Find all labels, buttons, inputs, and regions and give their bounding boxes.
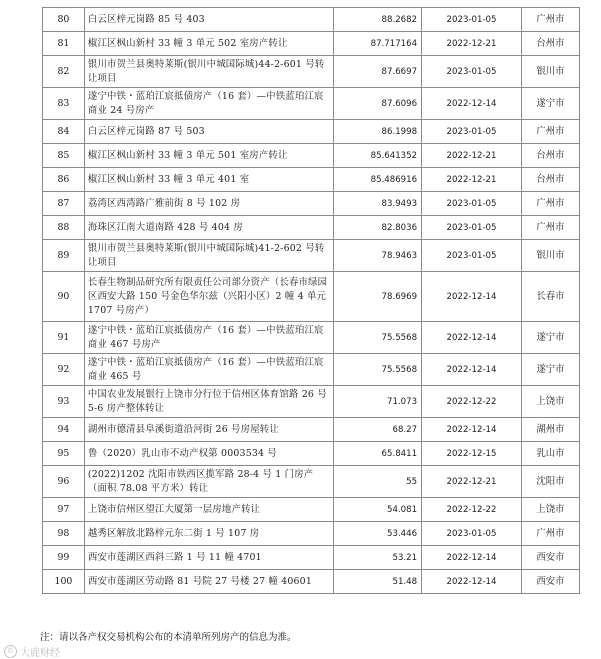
row-number: 83 bbox=[43, 88, 85, 120]
property-name: 椒江区枫山新村 33 幢 3 单元 502 室房产转让 bbox=[84, 32, 333, 56]
city-cell: 西安市 bbox=[521, 570, 579, 594]
row-number: 81 bbox=[43, 32, 85, 56]
row-number: 86 bbox=[43, 168, 85, 192]
row-number: 87 bbox=[43, 192, 85, 216]
property-name: 银川市贺兰县奥特莱斯(银川中城国际城)44-2-601 号转让项目 bbox=[84, 56, 333, 88]
table-row bbox=[43, 322, 580, 354]
date-cell: 2023-01-05 bbox=[422, 522, 522, 546]
table-row bbox=[43, 354, 580, 386]
date-cell: 2023-01-05 bbox=[422, 192, 522, 216]
table-row bbox=[43, 240, 580, 272]
property-name: 海珠区江南大道南路 428 号 404 房 bbox=[84, 216, 333, 240]
property-name: 白云区梓元岗路 87 号 503 bbox=[84, 120, 333, 144]
city-cell: 上饶市 bbox=[521, 386, 579, 418]
property-name: 荔湾区西湾路广雅前街 8 号 102 房 bbox=[84, 192, 333, 216]
row-number: 95 bbox=[43, 442, 85, 466]
city-cell: 遂宁市 bbox=[521, 88, 579, 120]
table-row bbox=[43, 466, 580, 498]
table-row bbox=[43, 120, 580, 144]
amount-cell: 85.486916 bbox=[334, 168, 422, 192]
amount-cell: 65.8411 bbox=[334, 442, 422, 466]
amount-cell: 54.081 bbox=[334, 498, 422, 522]
amount-cell: 87.717164 bbox=[334, 32, 422, 56]
amount-cell: 87.6697 bbox=[334, 56, 422, 88]
date-cell: 2023-01-05 bbox=[422, 240, 522, 272]
table-row bbox=[43, 498, 580, 522]
table-row bbox=[43, 522, 580, 546]
table-row bbox=[43, 272, 580, 322]
amount-cell: 55 bbox=[334, 466, 422, 498]
footnote: 注：请以各产权交易机构公布的本清单所列房产的信息为准。 bbox=[40, 632, 297, 643]
amount-cell: 87.6096 bbox=[334, 88, 422, 120]
property-name: 椒江区枫山新村 33 幢 3 单元 501 室房产转让 bbox=[84, 144, 333, 168]
property-name: (2022)1202 沈阳市铁西区揽军路 28-4 号 1 门房产（面积 78.08 平方米）转让 bbox=[84, 466, 333, 498]
property-name: 中国农业发展银行上饶市分行位于信州区体育馆路 26 号 5-6 房产整体转让 bbox=[84, 386, 333, 418]
table-row bbox=[43, 56, 580, 88]
date-cell: 2023-01-05 bbox=[422, 120, 522, 144]
city-cell: 西安市 bbox=[521, 546, 579, 570]
amount-cell: 53.446 bbox=[334, 522, 422, 546]
amount-cell: 88.2682 bbox=[334, 8, 422, 32]
city-cell: 上饶市 bbox=[521, 498, 579, 522]
date-cell: 2023-01-05 bbox=[422, 56, 522, 88]
city-cell: 长春市 bbox=[521, 272, 579, 322]
property-name: 湖州市德清县阜溪街道沿河街 26 号房屋转让 bbox=[84, 418, 333, 442]
date-cell: 2022-12-14 bbox=[422, 272, 522, 322]
row-number: 89 bbox=[43, 240, 85, 272]
table-row bbox=[43, 216, 580, 240]
amount-cell: 75.5568 bbox=[334, 322, 422, 354]
amount-cell: 85.641352 bbox=[334, 144, 422, 168]
date-cell: 2022-12-21 bbox=[422, 168, 522, 192]
row-number: 94 bbox=[43, 418, 85, 442]
city-cell: 广州市 bbox=[521, 216, 579, 240]
table-row bbox=[43, 88, 580, 120]
amount-cell: 51.48 bbox=[334, 570, 422, 594]
table-row bbox=[43, 32, 580, 56]
property-name: 越秀区解放北路梓元东二街 1 号 107 房 bbox=[84, 522, 333, 546]
property-table bbox=[42, 7, 580, 594]
property-name: 椒江区枫山新村 33 幢 3 单元 401 室 bbox=[84, 168, 333, 192]
date-cell: 2022-12-22 bbox=[422, 498, 522, 522]
amount-cell: 78.6969 bbox=[334, 272, 422, 322]
amount-cell: 78.9463 bbox=[334, 240, 422, 272]
table-row bbox=[43, 8, 580, 32]
property-name: 银川市贺兰县奥特莱斯(银川中城国际城)41-2-602 号转让项目 bbox=[84, 240, 333, 272]
row-number: 97 bbox=[43, 498, 85, 522]
row-number: 98 bbox=[43, 522, 85, 546]
date-cell: 2022-12-14 bbox=[422, 546, 522, 570]
table-row bbox=[43, 546, 580, 570]
row-number: 93 bbox=[43, 386, 85, 418]
property-name: 长春生物制品研究所有限责任公司部分资产（长春市绿园区西安大路 150 号金色华尔兹（兴阳小区）2 幢 4 单元 1707 号房产） bbox=[84, 272, 333, 322]
row-number: 91 bbox=[43, 322, 85, 354]
city-cell: 台州市 bbox=[521, 168, 579, 192]
row-number: 85 bbox=[43, 144, 85, 168]
date-cell: 2022-12-14 bbox=[422, 88, 522, 120]
property-name: 西安市莲湖区劳动路 81 号院 27 号楼 27 幢 40601 bbox=[84, 570, 333, 594]
city-cell: 乳山市 bbox=[521, 442, 579, 466]
city-cell: 银川市 bbox=[521, 56, 579, 88]
property-table-body bbox=[43, 8, 580, 594]
city-cell: 台州市 bbox=[521, 144, 579, 168]
city-cell: 广州市 bbox=[521, 522, 579, 546]
table-row bbox=[43, 192, 580, 216]
row-number: 96 bbox=[43, 466, 85, 498]
amount-cell: 83.9493 bbox=[334, 192, 422, 216]
table-row bbox=[43, 418, 580, 442]
amount-cell: 75.5568 bbox=[334, 354, 422, 386]
city-cell: 广州市 bbox=[521, 120, 579, 144]
property-name: 遂宁中铁・蓝珀江宸抵债房产（16 套）—中铁蓝珀江宸商业 24 号房产 bbox=[84, 88, 333, 120]
city-cell: 广州市 bbox=[521, 192, 579, 216]
date-cell: 2022-12-21 bbox=[422, 144, 522, 168]
property-name: 鲁（2020）乳山市不动产权第 0003534 号 bbox=[84, 442, 333, 466]
date-cell: 2022-12-14 bbox=[422, 418, 522, 442]
table-row bbox=[43, 386, 580, 418]
watermark bbox=[4, 644, 60, 659]
city-cell: 遂宁市 bbox=[521, 354, 579, 386]
table-row bbox=[43, 442, 580, 466]
date-cell: 2022-12-22 bbox=[422, 386, 522, 418]
property-name: 西安市莲湖区西斜三路 1 号 11 幢 4701 bbox=[84, 546, 333, 570]
table-row bbox=[43, 144, 580, 168]
amount-cell: 71.073 bbox=[334, 386, 422, 418]
city-cell: 湖州市 bbox=[521, 418, 579, 442]
city-cell: 沈阳市 bbox=[521, 466, 579, 498]
row-number: 90 bbox=[43, 272, 85, 322]
date-cell: 2022-12-15 bbox=[422, 442, 522, 466]
date-cell: 2022-12-14 bbox=[422, 570, 522, 594]
row-number: 88 bbox=[43, 216, 85, 240]
property-name: 白云区梓元岗路 85 号 403 bbox=[84, 8, 333, 32]
date-cell: 2023-01-05 bbox=[422, 8, 522, 32]
row-number: 99 bbox=[43, 546, 85, 570]
table-row bbox=[43, 570, 580, 594]
city-cell: 广州市 bbox=[521, 8, 579, 32]
row-number: 82 bbox=[43, 56, 85, 88]
date-cell: 2023-01-05 bbox=[422, 216, 522, 240]
amount-cell: 86.1998 bbox=[334, 120, 422, 144]
city-cell: 台州市 bbox=[521, 32, 579, 56]
date-cell: 2022-12-14 bbox=[422, 354, 522, 386]
amount-cell: 53.21 bbox=[334, 546, 422, 570]
row-number: 84 bbox=[43, 120, 85, 144]
date-cell: 2022-12-21 bbox=[422, 466, 522, 498]
property-name: 遂宁中铁・蓝珀江宸抵债房产（16 套）—中铁蓝珀江宸商业 465 号 bbox=[84, 354, 333, 386]
row-number: 92 bbox=[43, 354, 85, 386]
table-row bbox=[43, 168, 580, 192]
row-number: 100 bbox=[43, 570, 85, 594]
amount-cell: 68.27 bbox=[334, 418, 422, 442]
city-cell: 遂宁市 bbox=[521, 322, 579, 354]
property-name: 遂宁中铁・蓝珀江宸抵债房产（16 套）—中铁蓝珀江宸商业 467 号房产 bbox=[84, 322, 333, 354]
property-name: 上饶市信州区望江大厦第一层房地产转让 bbox=[84, 498, 333, 522]
date-cell: 2022-12-14 bbox=[422, 322, 522, 354]
watermark-text: 大鹿财经 bbox=[20, 648, 60, 659]
amount-cell: 82.8036 bbox=[334, 216, 422, 240]
row-number: 80 bbox=[43, 8, 85, 32]
date-cell: 2022-12-21 bbox=[422, 32, 522, 56]
watermark-logo-icon: © bbox=[4, 645, 17, 658]
city-cell: 银川市 bbox=[521, 240, 579, 272]
property-table-container bbox=[42, 7, 580, 594]
